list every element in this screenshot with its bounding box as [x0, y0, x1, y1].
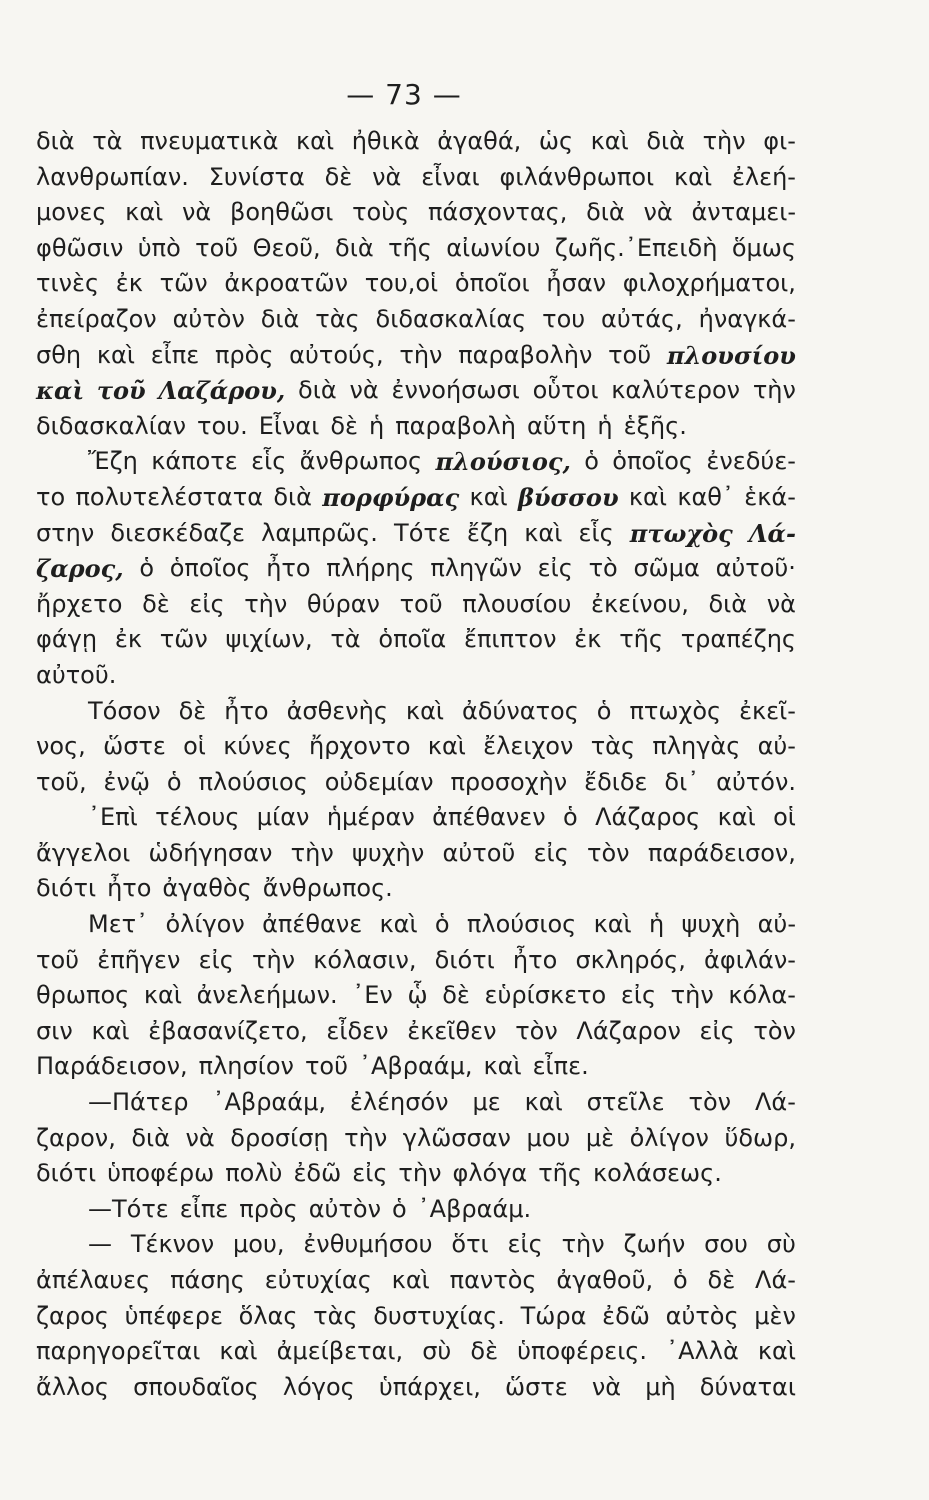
text-line: στην διεσκέδαζε λαμπρῶς. Τότε ἔζη καὶ εἷς πτωχὸς Λά- [36, 518, 796, 548]
text-line: παρηγορεῖται καὶ ἀμείβεται, σὺ δὲ ὑποφέρεις. ᾿Αλλὰ καὶ [36, 1337, 796, 1366]
text-line: καὶ τοῦ Λαζάρου, διὰ νὰ ἐννοήσωσι οὗτοι καλύτερον τὴν [36, 376, 796, 406]
text-line: Παράδεισον, πλησίον τοῦ ᾿Αβραάμ, καὶ εἶπε. [36, 1052, 589, 1081]
text-line: διότι ὑποφέρω πολὺ ἐδῶ εἰς τὴν φλόγα τῆς κολάσεως. [36, 1159, 722, 1188]
text-line: το πολυτελέστατα διὰ πορφύρας καὶ βύσσου καὶ καθ᾿ ἑκά- [36, 482, 796, 512]
text-line: — Τέκνον μου, ἐνθυμήσου ὅτι εἰς τὴν ζωήν σου σὺ [88, 1230, 796, 1259]
text-line: σιν καὶ ἐβασανίζετο, εἶδεν ἐκεῖθεν τὸν Λάζαρον εἰς τὸν [36, 1016, 796, 1045]
text-line: μονες καὶ νὰ βοηθῶσι τοὺς πάσχοντας, διὰ νὰ ἀνταμει- [36, 198, 796, 227]
text-line: ᾿Επὶ τέλους μίαν ἡμέραν ἀπέθανεν ὁ Λάζαρος καὶ οἱ [88, 803, 796, 832]
text-line: ἤρχετο δὲ εἰς τὴν θύραν τοῦ πλουσίου ἐκείνου, διὰ νὰ [36, 589, 796, 618]
text-line: τοῦ ἐπῆγεν εἰς τὴν κόλασιν, διότι ἦτο σκληρός, ἀφιλάν- [36, 945, 796, 974]
body-text [36, 124, 796, 1405]
text-line: ἐπείραζον αὐτὸν διὰ τὰς διδασκαλίας του αὐτάς, ἠναγκά- [36, 304, 796, 333]
text-line: διότι ἦτο ἀγαθὸς ἄνθρωπος. [36, 874, 393, 903]
text-line: ἀπέλαυες πάσης εὐτυχίας καὶ παντὸς ἀγαθοῦ, ὁ δὲ Λά- [36, 1266, 796, 1294]
text-line: ζαρος ὑπέφερε ὅλας τὰς δυστυχίας. Τώρα ἐδῶ αὐτὸς μὲν [36, 1301, 796, 1330]
text-line: Μετ᾿ ὀλίγον ἀπέθανε καὶ ὁ πλούσιος καὶ ἡ ψυχὴ αὐ- [88, 910, 796, 939]
text-line: διδασκαλίαν του. Εἶναι δὲ ἡ παραβολὴ αὕτη ἡ ἑξῆς. [36, 411, 687, 440]
text-line: ἄλλος σπουδαῖος λόγος ὑπάρχει, ὥστε νὰ μὴ δύναται [36, 1372, 796, 1401]
text-line: τοῦ, ἐνῷ ὁ πλούσιος οὐδεμίαν προσοχὴν ἔδιδε δι᾿ αὐτόν. [36, 767, 796, 796]
text-line: ζαρος, ὁ ὁποῖος ἦτο πλήρης πληγῶν εἰς τὸ σῶμα αὐτοῦ· [36, 554, 796, 584]
text-line: Τόσον δὲ ἦτο ἀσθενὴς καὶ ἀδύνατος ὁ πτωχὸς ἐκεῖ- [88, 696, 796, 725]
text-line: λανθρωπίαν. Συνίστα δὲ νὰ εἶναι φιλάνθρωποι καὶ ἐλεή- [36, 162, 796, 191]
text-line: αὐτοῦ. [36, 660, 117, 689]
text-line: ζαρον, διὰ νὰ δροσίσῃ τὴν γλῶσσαν μου μὲ ὀλίγον ὕδωρ, [36, 1123, 796, 1152]
text-line: θρωπος καὶ ἀνελεήμων. ᾿Εν ᾧ δὲ εὑρίσκετο εἰς τὴν κόλα- [36, 981, 796, 1010]
text-line: —Τότε εἶπε πρὸς αὐτὸν ὁ ᾿Αβραάμ. [88, 1194, 532, 1223]
text-line: Ἔζη κάποτε εἷς ἄνθρωπος πλούσιος, ὁ ὁποῖος ἐνεδύε- [88, 447, 796, 477]
text-line: νος, ὥστε οἱ κύνες ἤρχοντο καὶ ἔλειχον τὰς πληγὰς αὐ- [36, 732, 796, 761]
text-line: διὰ τὰ πνευματικὰ καὶ ἠθικὰ ἀγαθά, ὡς καὶ διὰ τὴν φι- [36, 127, 796, 155]
text-line: —Πάτερ ᾿Αβραάμ, ἐλέησόν με καὶ στεῖλε τὸν Λά- [88, 1088, 796, 1117]
text-line: φάγῃ ἐκ τῶν ψιχίων, τὰ ὁποῖα ἔπιπτον ἐκ τῆς τραπέζης [36, 625, 796, 654]
text-line: ἄγγελοι ὡδήγησαν τὴν ψυχὴν αὐτοῦ εἰς τὸν παράδεισον, [36, 838, 796, 867]
text-line: φθῶσιν ὑπὸ τοῦ Θεοῦ, διὰ τῆς αἰωνίου ζωῆς.᾿Επειδὴ ὅμως [36, 233, 796, 262]
text-line: σθη καὶ εἶπε πρὸς αὐτούς, τὴν παραβολὴν τοῦ πλουσίου [36, 340, 796, 370]
page-number: — 73 — [346, 78, 462, 111]
text-line: τινὲς ἐκ τῶν ἀκροατῶν του,οἱ ὁποῖοι ἦσαν φιλοχρήματοι, [36, 269, 796, 298]
